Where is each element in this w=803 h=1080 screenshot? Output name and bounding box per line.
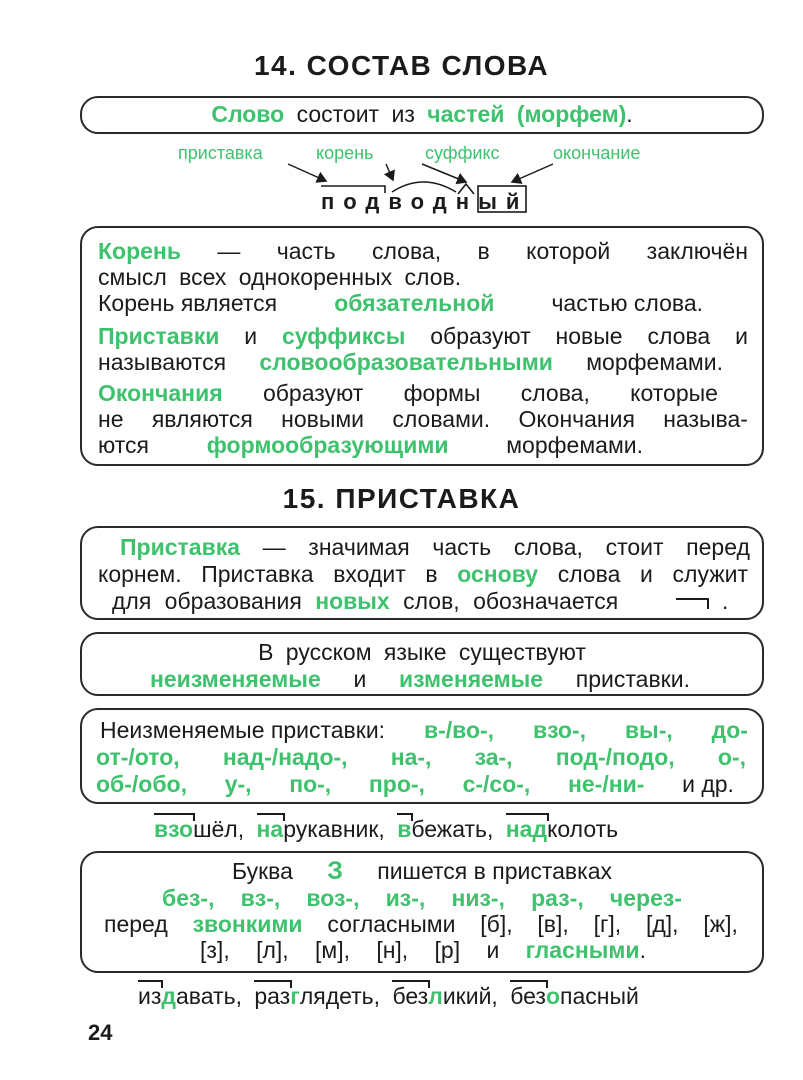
- section-15-title: 15. ПРИСТАВКА: [282, 483, 521, 514]
- prefix-types-line-1: В русском языке существуют: [258, 639, 586, 665]
- prefix-def-period: .: [722, 588, 729, 614]
- morpheme-diagram: [0, 0, 803, 220]
- page-number: 24: [88, 1020, 113, 1045]
- examples-unchangeable: взошёл, нарукавник, вбежать, надколоть: [154, 816, 619, 842]
- label-root: корень: [316, 143, 374, 163]
- prefix-def-line-1: Приставка — значимая часть слова, стоит перед: [120, 534, 750, 560]
- label-prefix: приставка: [178, 143, 263, 163]
- letter-z-line-4: [з], [л], [м], [н], [р] и гласными.: [200, 937, 646, 963]
- examples-letter-z: издавать, разглядеть, безликий, безопасный: [138, 983, 639, 1009]
- prefix-types-line-2: неизменяемые и изменяемые приставки.: [150, 666, 690, 692]
- prefix-def-line-3: для образования новых слов, обозначается: [112, 588, 619, 614]
- example-word: подводный: [321, 189, 529, 214]
- unchangeable-row-1: Неизменяемые приставки: в-/во-, взо-, вы-, до-: [100, 717, 748, 743]
- letter-z-line-2: без-, вз-, воз-, из-, низ-, раз-, через-: [162, 885, 682, 911]
- section-14-title: 14. СОСТАВ СЛОВА: [253, 50, 550, 81]
- unchangeable-row-2: от-/ото, над-/надо-, на-, за-, под-/подо, о-,: [96, 744, 746, 770]
- letter-z-line-1: Буква З пишется в приставках: [232, 857, 612, 885]
- prefix-sign-icon: [674, 591, 714, 611]
- unchangeable-row-3: об-/обо, у-, по-, про-, с-/со-, не-/ни- и др.: [96, 771, 734, 797]
- label-ending: окончание: [553, 143, 641, 163]
- word-definition-text: Слово состоит из частей (морфем).: [211, 101, 633, 127]
- letter-z-line-3: перед звонкими согласными [б], [в], [г], [д], [ж],: [104, 911, 738, 937]
- prefix-def-line-2: корнем. Приставка входит в основу слова и служит: [98, 561, 748, 587]
- label-suffix: суффикс: [425, 143, 500, 163]
